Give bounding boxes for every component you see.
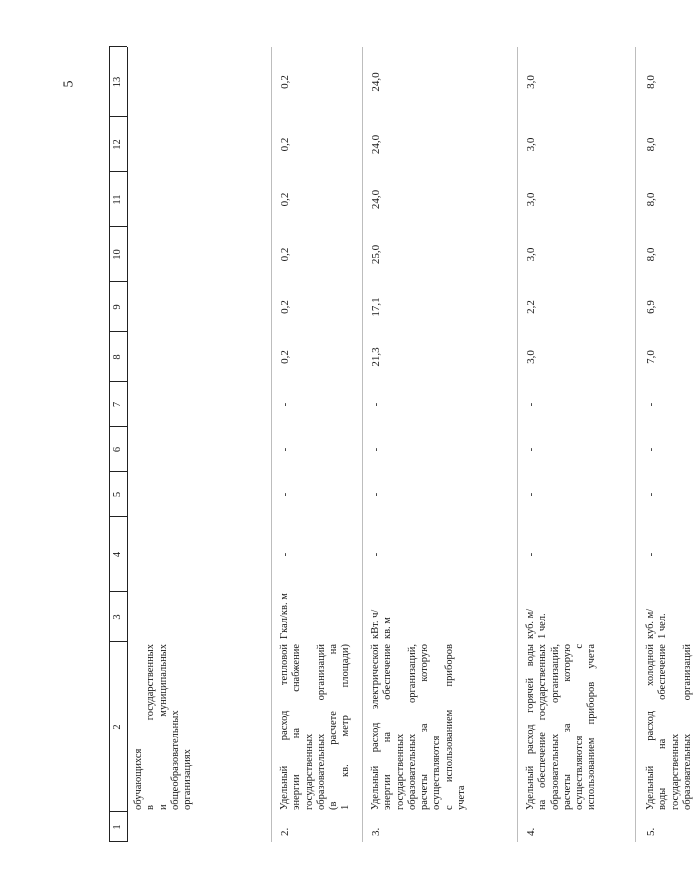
row-separator (271, 47, 272, 842)
description-line: расчеты за которую (419, 644, 431, 810)
row-description (133, 644, 194, 810)
cell-value: 17,1 (370, 297, 382, 317)
cell-value: 3,0 (525, 350, 537, 364)
cell-value: 25,0 (370, 244, 382, 265)
description-line: и муниципальных (157, 644, 169, 810)
column-header: 12 (112, 139, 123, 150)
row-unit (525, 609, 550, 639)
cell-value: 3,0 (525, 192, 537, 207)
cell-value: - (370, 402, 382, 407)
cell-value: 0,2 (279, 137, 291, 152)
column-header: 2 (112, 724, 123, 730)
cell-value: - (645, 492, 657, 497)
unit-line: кВт. ч/ (370, 609, 381, 639)
cell-value: - (645, 552, 657, 557)
description-line: осуществляются с (574, 644, 586, 810)
description-line: образовательных организаций (681, 644, 693, 810)
unit-line: 1 чел. (657, 613, 669, 639)
cell-value: 8,0 (645, 192, 657, 207)
row-number: 5. (645, 827, 657, 836)
cell-value: - (525, 492, 537, 497)
row-description (525, 644, 599, 810)
column-header: 7 (112, 401, 123, 408)
header-bottom-border (127, 47, 128, 842)
description-line: осуществляются (431, 735, 443, 810)
cell-value: - (525, 447, 537, 452)
row-number: 4. (525, 827, 537, 836)
description-line: государственных (669, 733, 681, 810)
description-line: воды на обеспечение (657, 644, 669, 810)
cell-value: 0,2 (279, 300, 291, 314)
row-separator (635, 47, 636, 842)
cell-value: 6,9 (645, 300, 657, 314)
unit-line: 1 чел. (537, 613, 549, 639)
cell-value: 8,0 (645, 137, 657, 152)
cell-value: - (370, 552, 382, 557)
description-line: использованием приборов учета (586, 644, 598, 810)
description-line: Удельный расход горячей воды (525, 644, 536, 810)
row-description (370, 644, 468, 810)
cell-value: - (279, 402, 291, 407)
cell-value: - (370, 447, 382, 452)
description-line: государственных (394, 733, 406, 810)
cell-value: - (370, 492, 382, 497)
description-line: Удельный расход электрической (370, 644, 381, 810)
description-line: общеобразовательных (169, 710, 181, 810)
cell-value: 8,0 (645, 75, 657, 89)
description-line: образовательных организаций (315, 644, 327, 810)
row-unit (370, 610, 395, 639)
column-header: 6 (112, 446, 123, 453)
column-header: 8 (112, 354, 123, 360)
description-line: обучающихся (133, 748, 144, 810)
cell-value: - (525, 402, 537, 407)
row-separator (517, 47, 518, 842)
cell-value: 24,0 (370, 72, 382, 92)
header-top-border (109, 47, 110, 842)
cell-value: 0,2 (279, 75, 291, 89)
description-line: Удельный расход холодной (645, 644, 656, 810)
cell-value: - (279, 492, 291, 497)
unit-line: куб. м/ (525, 608, 536, 639)
column-header: 13 (112, 76, 123, 88)
description-line: расчеты за которую (561, 644, 573, 810)
data-table (107, 47, 693, 842)
cell-value: - (645, 447, 657, 452)
cell-value: 8,0 (645, 247, 657, 262)
description-line: в государственных (145, 644, 157, 810)
row-number: 2. (279, 827, 291, 836)
cell-value: 0,2 (279, 192, 291, 207)
cell-value: 3,0 (525, 247, 537, 262)
description-line: энергии на обеспечение (382, 644, 394, 810)
description-line: государственных (303, 733, 315, 810)
cell-value: - (645, 402, 657, 407)
description-line: Удельный расход тепловой (279, 644, 290, 810)
column-header: 3 (112, 614, 123, 620)
unit-line: куб. м/ (645, 608, 656, 639)
cell-value: 7,0 (645, 350, 657, 364)
row-number: 3. (370, 827, 382, 836)
column-header: 11 (112, 194, 123, 205)
cell-value: 24,0 (370, 134, 382, 155)
cell-value: 24,0 (370, 189, 382, 210)
unit-line: кв. м (382, 617, 394, 639)
cell-value: 2,2 (525, 300, 537, 314)
description-line: энергии на снабжение (291, 644, 303, 810)
cell-value: - (279, 447, 291, 452)
cell-value: 0,2 (279, 350, 291, 364)
cell-value: 3,0 (525, 137, 537, 152)
row-unit (645, 609, 670, 639)
description-line: с использованием приборов (443, 644, 455, 810)
description-line: образовательных организаций, (406, 644, 418, 810)
column-header: 10 (112, 249, 123, 260)
cell-value: 21,3 (370, 347, 382, 367)
cell-value: 3,0 (525, 75, 537, 89)
description-line: организациях (182, 749, 194, 810)
description-line: (в расчете на (328, 644, 340, 810)
description-line: образовательных организаций, (549, 644, 561, 810)
row-unit (279, 593, 291, 639)
column-header: 4 (112, 551, 123, 558)
cell-value: - (525, 552, 537, 557)
cell-value: 0,2 (279, 247, 291, 262)
column-header: 5 (112, 491, 123, 498)
page-number: 5 (61, 80, 77, 88)
description-line: учета (456, 785, 468, 810)
cell-value: - (279, 552, 291, 557)
row-separator (362, 47, 363, 842)
row-description (645, 644, 694, 810)
column-header: 9 (112, 304, 123, 310)
description-line: 1 кв. метр площади) (340, 644, 352, 810)
unit-line: Гкал/кв. м (279, 593, 290, 639)
column-header: 1 (112, 824, 123, 830)
description-line: на обеспечение государственных (537, 644, 549, 810)
row-description (279, 644, 353, 810)
